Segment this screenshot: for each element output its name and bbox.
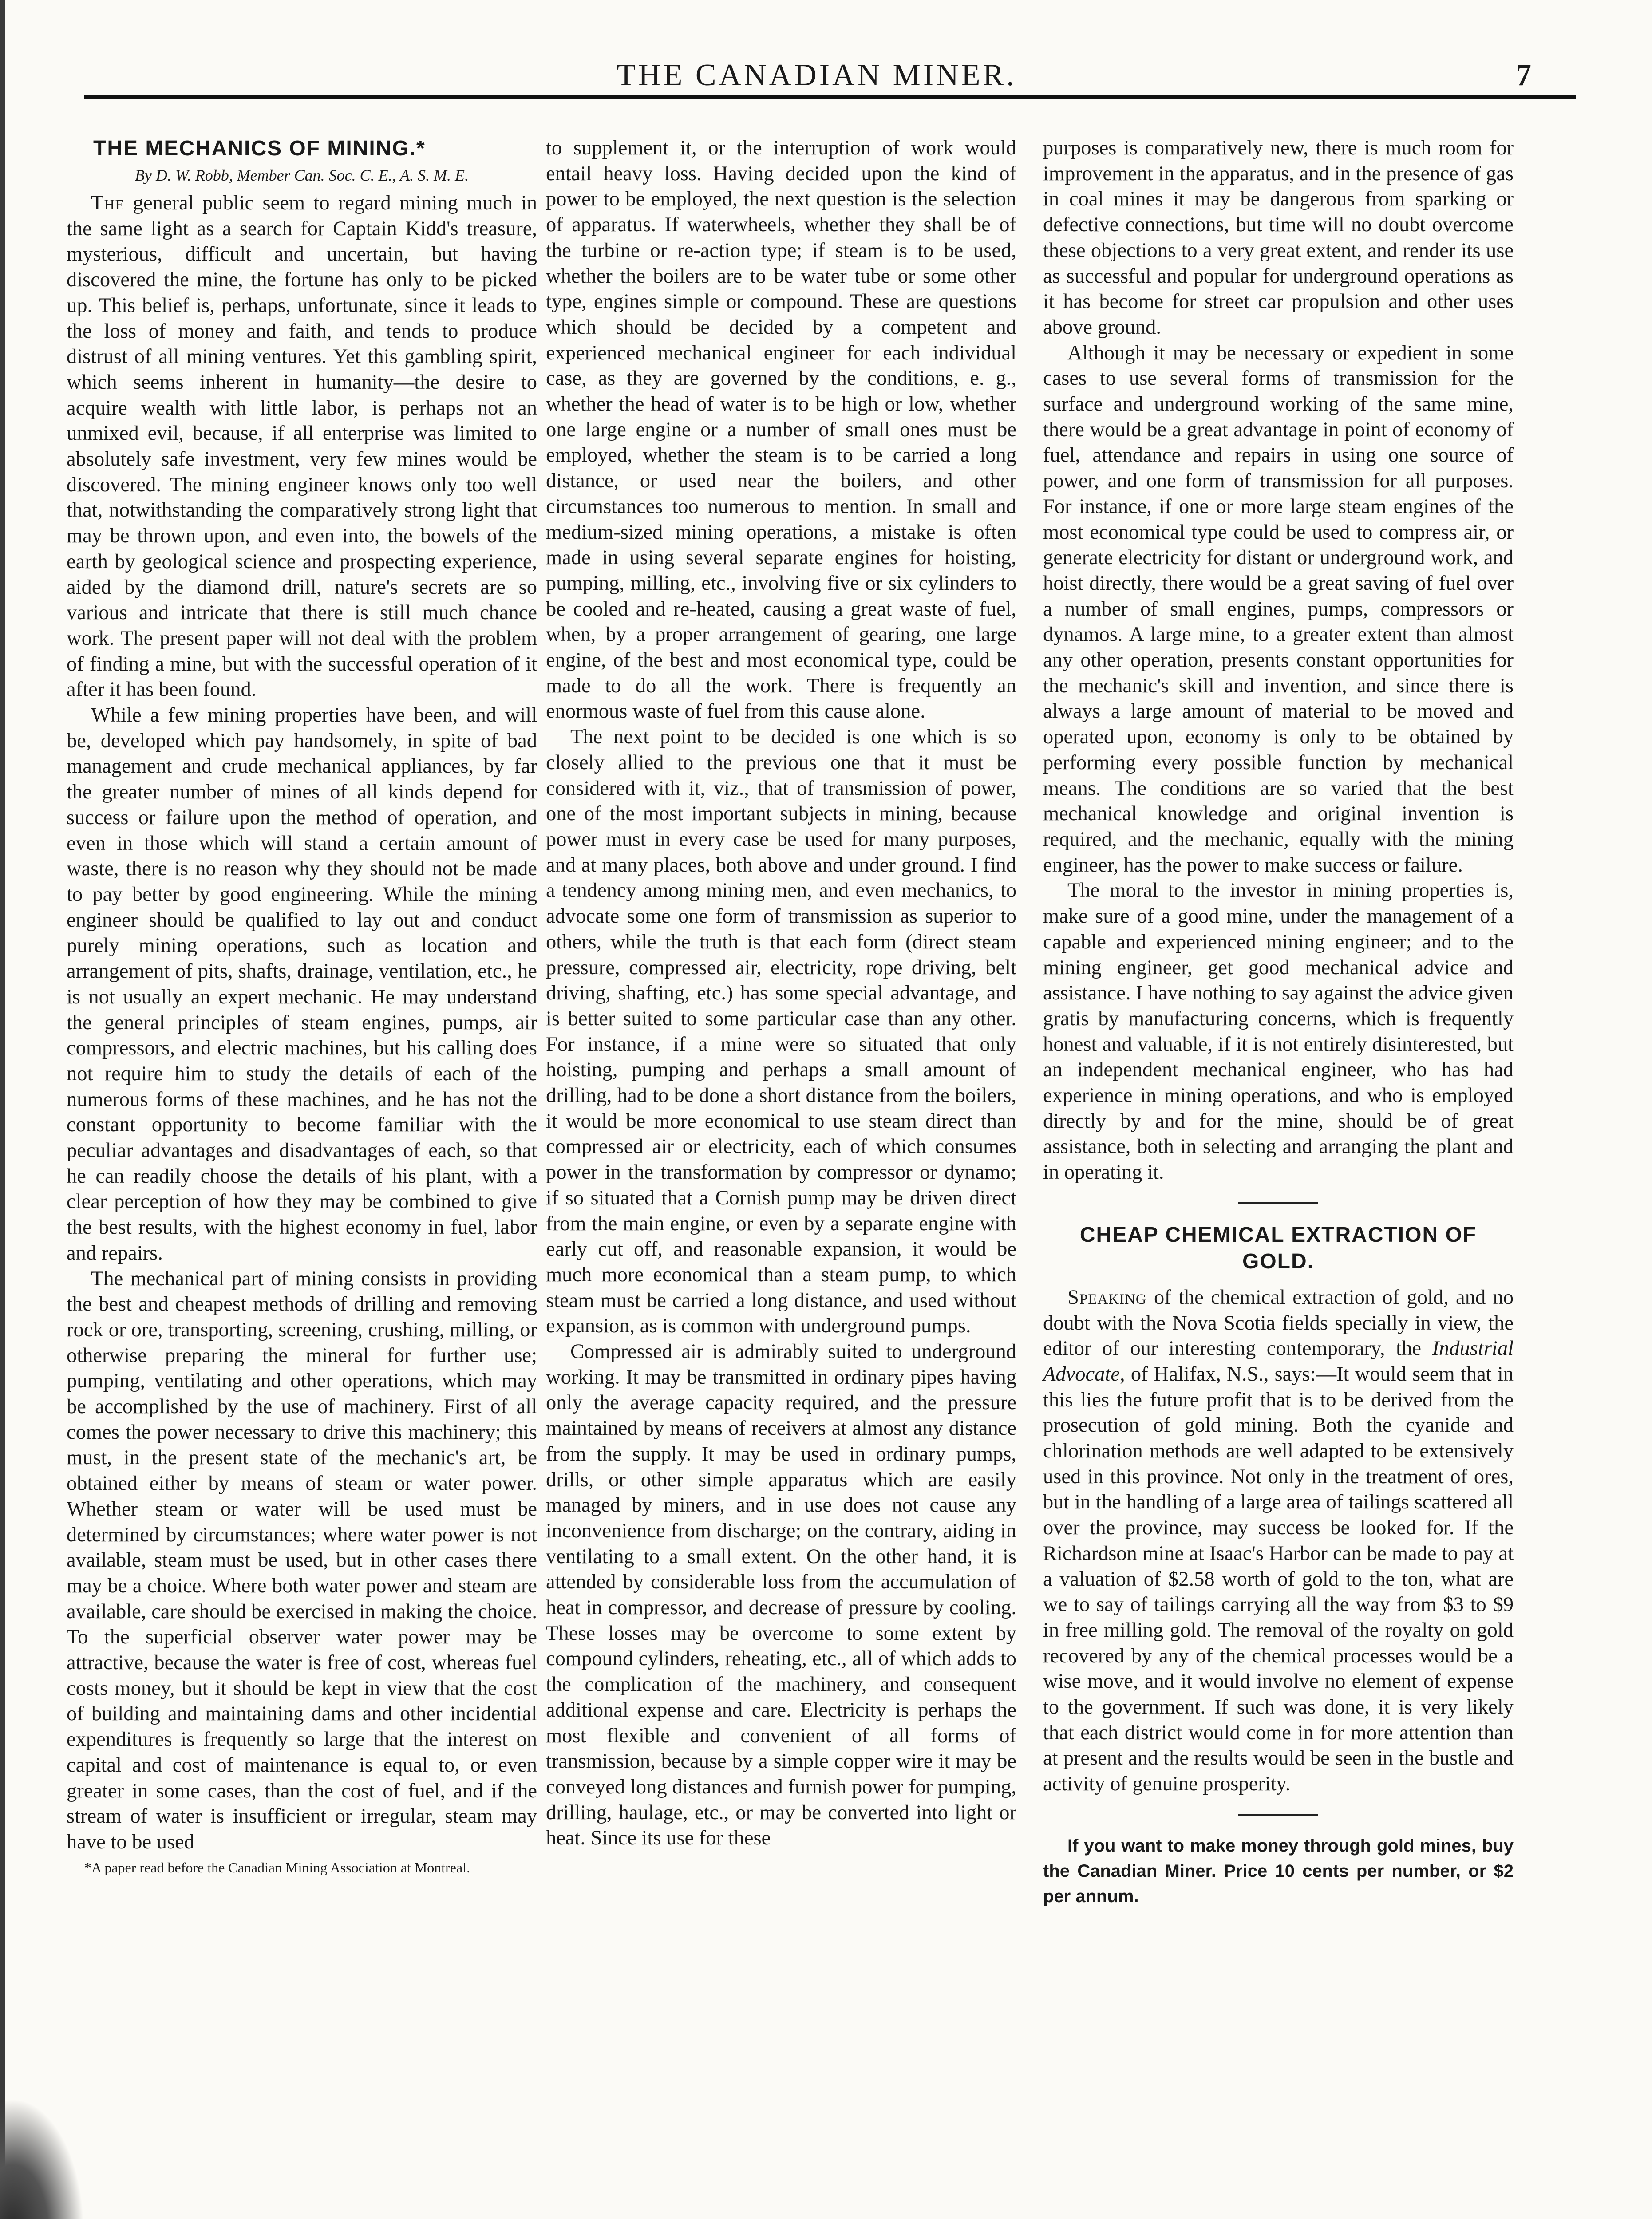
subscription-promo: If you want to make money through gold mines, buy the Canadian Miner. Price 10 cents per number, or $2 per annum.: [1043, 1836, 1514, 1906]
page-scan-edge: [0, 0, 5, 2219]
article-paragraph: While a few mining properties have been, and will be, developed which pay handsomely, in spite of bad management and crude mechanical appliances, by far the greater number of mines of all kinds depend for success or failure upon the method of operation, and even in those which will stand a certain amount of waste, there is no reason why they should not be made to pay better by good engineering. While the mining engineer should be qualified to lay out and conduct purely mining operations, such as location and arrangement of pits, shafts, drainage, ventilation, etc., he is not usually an expert mechanic. He may understand the general principles of steam engines, pumps, air compressors, and electric machines, but his calling does not require him to study the details of each of the numerous forms of these machines, and he has not the constant opportunity to become familiar with the peculiar advantages and disadvantages of each, so that he can readily choose the details of his plant, with a clear perception of how they may be combined to give the best results, with the highest economy in fuel, labor and repairs.: [67, 704, 537, 1264]
article-byline: By D. W. Robb, Member Can. Soc. C. E., A. S. M. E.: [135, 166, 469, 184]
section-divider: [1238, 1814, 1318, 1816]
article-paragraph: [1043, 1285, 1514, 1797]
masthead-rule: [84, 95, 1576, 99]
paragraph-text: general public seem to regard mining much in the same light as a search for Captain Kidd's treasure, mysterious, difficult and uncertain, but having discovered the mine, the fortune has only to be picked up. This belief is, perhaps, unfortunate, since it leads to the loss of money and faith, and tends to produce distrust of all mining ventures. Yet this gambling spirit, which seems inherent in humanity—the desire to acquire wealth with little labor, is perhaps not an unmixed evil, because, if all enterprise was limited to absolutely safe investment, very few mines would be discovered. The mining engineer knows only too well that, notwithstanding the comparatively strong light that may be thrown upon, and even into, the bowels of the earth by geological science and prospecting experience, aided by the diamond drill, nature's secrets are so various and intricate that there is still much chance work. The present paper will not deal with the problem of finding a mine, but with the successful operation of it after it has been found.: [67, 192, 537, 701]
paragraph-text: , of Halifax, N.S., says:—It would seem that in this lies the future profit that is to be derived from the prosecution of gold mining. Both the cyanide and chlorination methods are well adapted to be extensively used in this province. Not only in the treatment of ores, but in the handling of a large area of tailings scattered all over the province, may success be looked for. If the Richardson mine at Isaac's Harbor can be made to pay at a valuation of $2.58 worth of gold to the ton, what are we to say of tailings carrying all the way from $3 to $9 in free milling gold. The removal of the royalty on gold recovered by any of the chemical processes would be a wise move, and it would involve no element of expense to the government. If such was done, it is very likely that each district would come in for more attention than at present and the results would be seen in the bustle and activity of genuine prosperity.: [1043, 1362, 1514, 1796]
article-paragraph: purposes is comparatively new, there is much room for improvement in the apparatus, and in the presence of gas in coal mines it may be dangerous from sparking or defective connections, but time will no doubt overcome these objections to a very great extent, and render its use as successful and popular for underground operations as it has become for street car propulsion and other uses above ground.: [1043, 137, 1514, 339]
footnote: *A paper read before the Canadian Mining Association at Montreal.: [84, 1859, 470, 1875]
page-number: 7: [1516, 58, 1531, 92]
masthead: [58, 53, 1576, 98]
column-3: [1043, 135, 1514, 1909]
column-2: [546, 135, 1016, 1851]
column-1: [67, 135, 537, 1876]
paragraph-text: of the chemical extraction of gold, and no doubt with the Nova Scotia fields specially in view, the editor of our interesting contemporary, the: [1043, 1286, 1514, 1360]
article-paragraph: to supplement it, or the interruption of work would entail heavy loss. Having decided upon the kind of power to be employed, the next question is the selection of apparatus. If waterwheels, whether they shall be of the turbine or re-action type; if steam is to be used, whether the boilers are to be water tube or some other type, engines simple or compound. These are questions which should be decided by a competent and experienced mechanical engineer for each individual case, as they are governed by the conditions, e. g., whether the head of water is to be high or low, whether one large engine or a number of small ones must be employed, whether the steam is to be carried a long distance, or used near the boilers, and other circumstances too numerous to mention. In small and medium-sized mining operations, a mistake is often made in using several separate engines for hoisting, pumping, milling, etc., involving five or six cylinders to be cooled and re-heated, causing a great waste of fuel, when, by a proper arrangement of gearing, one large engine, of the best and most economical type, could be made to do all the work. There is frequently an enormous waste of fuel from this cause alone.: [546, 137, 1016, 723]
article-headline: CHEAP CHEMICAL EXTRACTION OF GOLD.: [1079, 1223, 1477, 1273]
article-paragraph: The moral to the investor in mining properties is, make sure of a good mine, under the management of a capable and experienced mining engineer; and to the mining engineer, get good mechanical advice and assistance. I have nothing to say against the advice given gratis by manufacturing concerns, which is frequently honest and valuable, if it is not entirely disinterested, but an independent mechanical engineer, who has had experience in mining operations, and who is employed directly by and for the mine, should be of great assistance, both in selecting and arranging the plant and in operating it.: [1043, 879, 1514, 1184]
article-headline: THE MECHANICS OF MINING.*: [93, 137, 426, 160]
article-paragraph: [67, 190, 537, 703]
scan-smudge: [0, 2098, 84, 2219]
section-divider: [1238, 1202, 1318, 1204]
lead-word: Speaking: [1067, 1286, 1147, 1309]
article-paragraph: Compressed air is admirably suited to underground working. It may be transmitted in ordinary pipes having only the average capacity required, and the pressure maintained by means of receivers at almost any distance from the supply. It may be used in ordinary pumps, drills, or other simple apparatus which are easily managed by miners, and in use does not cause any inconvenience from discharge; on the contrary, aiding in ventilating to a small extent. On the other hand, it is attended by considerable loss from the accumulation of heat in compressor, and decrease of pressure by cooling. These losses may be overcome to some extent by compound cylinders, reheating, etc., all of which adds to the complication of the machinery, and consequent additional expense and care. Electricity is perhaps the most flexible and convenient of all forms of transmission, because by a simple copper wire it may be conveyed long distances and furnish power for pumping, drilling, haulage, etc., or may be converted into light or heat. Since its use for these: [546, 1340, 1016, 1850]
article-paragraph: The mechanical part of mining consists in providing the best and cheapest methods of drilling and removing rock or ore, transporting, screening, crushing, milling, or otherwise preparing the mineral for further use; pumping, ventilating and other operations, which may be accomplished by the use of machinery. First of all comes the power necessary to drive this machinery; this must, in the present state of the mechanic's art, be obtained either by means of steam or water power. Whether steam or water will be used must be determined by circumstances; where water power is not available, steam must be used, but in other cases there may be a choice. Where both water power and steam are available, care should be exercised in making the choice. To the superficial observer water power may be attractive, because the water is free of cost, whereas fuel costs money, but it should be kept in view that the cost of building and maintaining dams and other incidential expenditures is frequently so large that the interest on capital and cost of maintenance is equal to, or even greater in some cases, than the cost of fuel, and if the stream of water is insufficient or irregular, steam may have to be used: [67, 1267, 537, 1853]
publication-name: Industrial Advocate: [1043, 1337, 1514, 1386]
publication-title: THE CANADIAN MINER.: [617, 58, 1017, 92]
article-paragraph: Although it may be necessary or expedient in some cases to use several forms of transmission for the surface and underground working of the same mine, there would be a great advantage in point of economy of fuel, attendance and repairs in using one source of power, and one form of transmission for all purposes. For instance, if one or more large steam engines of the most economical type could be used to compress air, or generate electricity for distant or underground work, and hoist directly, there would be a great saving of fuel over a number of small engines, pumps, compressors or dynamos. A large mine, to a greater extent than almost any other operation, presents constant opportunities for the mechanic's skill and invention, and since there is always a large amount of material to be moved and operated upon, economy is only to be obtained by performing every possible function by mechanical means. The conditions are so varied that the best mechanical knowledge and original invention is required, and the mechanic, equally with the mining engineer, has the power to make success or failure.: [1043, 341, 1514, 877]
article-paragraph: The next point to be decided is one which is so closely allied to the previous one that it must be considered with it, viz., that of transmission of power, one of the most important subjects in mining, because power must in every case be used for many purposes, and at many places, both above and under ground. I find a tendency among mining men, and even mechanics, to advocate some one form of transmission as superior to others, while the truth is that each form (direct steam pressure, compressed air, electricity, rope driving, belt driving, shafting, etc.) has some special advantage, and is better suited to some particular case than any other. For instance, if a mine were so situated that only hoisting, pumping and perhaps a small amount of drilling, had to be done a short distance from the boilers, it would be more economical to use steam direct than compressed air or electricity, each of which consumes power in the transformation by compressor or dynamo; if so situated that a Cornish pump may be driven direct from the main engine, or even by a separate engine with early cut off, and reasonable expansion, it would be much more economical than a steam pump, to which steam must be carried a long distance, and used without expansion, as is common with underground pumps.: [546, 726, 1016, 1338]
lead-word: The: [91, 192, 125, 214]
